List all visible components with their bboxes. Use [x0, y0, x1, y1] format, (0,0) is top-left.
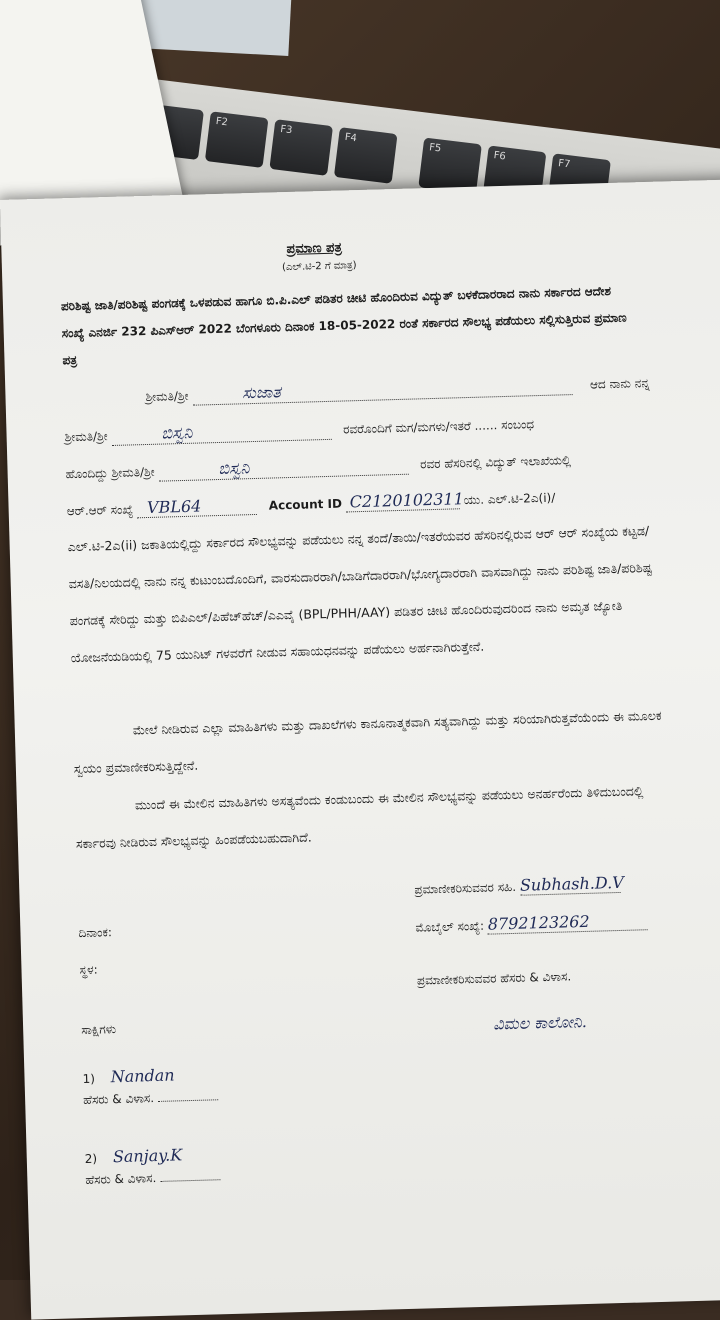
line3-value: ಬಿಸ್ವನಿ [158, 454, 408, 482]
witness-2-dots [160, 1179, 220, 1182]
key-f6: F6 [483, 145, 547, 202]
body-paragraph: ಎಲ್.ಟಿ-2ಎ(ii) ಜಕಾತಿಯಲ್ಲಿದ್ದು ಸರ್ಕಾರದ ಸೌಲಭ್ಯವನ್ನು ಪಡೆಯಲು ನನ್ನ ತಂದೆ/ತಾಯಿ/ಇತರೆಯವರ ಹೆಸರಿನಲ್ಲಿರುವ ಆರ್ ಆರ್ ಸಂಖ್ಯೆಯ ಕಟ್ಟಡ/ವಸತಿ/ನಿಲಯದಲ್ಲಿ ನಾನು ನನ್ನ ಕುಟುಂಬದೊಂದಿಗೆ, ವಾರಸುದಾರರಾಗಿ/ಬಾಡಿಗೆದಾರರಾಗಿ/ಭೋಗ್ಯದಾರರಾಗಿ ವಾಸವಾಗಿದ್ದು ನಾನು ಪರಿಶಿಷ್ಟ ಜಾತಿ/ಪರಿಶಿಷ್ಟ ಪಂಗಡಕ್ಕೆ ಸೇರಿದ್ದು ಮತ್ತು ಬಿಪಿಎಲ್/ಪಿಹೆಚ್‌ಹೆಚ್/ಎಎವೈ (BPL/PHH/AAY) ಪಡಿತರ ಚೀಟಿ ಹೊಂದಿರುವುದರಿಂದ ನಾನು ಅಮೃತ ಜ್ಯೋತಿ ಯೋಜನೆಯಡಿಯಲ್ಲಿ 75 ಯುನಿಟ್ ಗಳವರೆಗೆ ನೀಡುವ ಸಹಾಯಧನವನ್ನು ಪಡೆಯಲು ಅರ್ಹನಾಗಿರುತ್ತೇನೆ. [67, 523, 653, 666]
line2-label: ಶ್ರೀಮತಿ/ಶ್ರೀ [64, 429, 108, 445]
line1-value: ಸುಜಾತ [192, 374, 572, 406]
line4-tail: ಯು. ಎಲ್.ಟಿ-2ಎ(i)/ [463, 490, 556, 508]
declaration-paragraph: ಮೇಲೆ ನೀಡಿರುವ ಎಲ್ಲಾ ಮಾಹಿತಿಗಳು ಮತ್ತು ದಾಖಲೆಗಳು ಕಾನೂನಾತ್ಮಕವಾಗಿ ಸತ್ಯವಾಗಿದ್ದು ಮತ್ತು ಸರಿಯಾಗಿರುತ್ತವೆಯೆಂದು ಈ ಮೂಲಕ ಸ್ವಯಂ ಪ್ರಮಾಣೀಕರಿಸುತ್ತಿದ್ದೇನೆ. [73, 707, 662, 777]
account-value: C2120102311 [345, 489, 460, 512]
signature-label: ಪ್ರಮಾಣೀಕರಿಸುವವರ ಸಹಿ. [414, 879, 517, 897]
witness-1 [82, 1065, 175, 1087]
doc-title: ಪ್ರಮಾಣ ಪತ್ರ [286, 240, 343, 258]
line3-tail: ರವರ ಹೆಸರಿನಲ್ಲಿ ವಿದ್ಯುತ್ ಇಲಾಖೆಯಲ್ಲಿ [419, 453, 572, 472]
key-f2: F2 [205, 111, 269, 168]
witness-1-label: ಹೆಸರು & ವಿಳಾಸ. [82, 1091, 155, 1108]
witnesses-label: ಸಾಕ್ಷಿಗಳು [81, 1022, 117, 1038]
witness-1-signature: Nandan [110, 1065, 175, 1087]
signature-value: Subhash.D.V [519, 872, 624, 895]
rr-value: VBL64 [137, 495, 258, 518]
witness-1-detail [83, 1089, 218, 1108]
doc-subtitle: (ಎಲ್.ಟಿ-2 ಗೆ ಮಾತ್ರ) [281, 260, 357, 274]
key-f3: F3 [269, 119, 333, 176]
revocation-paragraph: ಮುಂದೆ ಈ ಮೇಲಿನ ಮಾಹಿತಿಗಳು ಅಸತ್ಯವೆಂದು ಕಂಡುಬಂದು ಈ ಮೇಲಿನ ಸೌಲಭ್ಯವನ್ನು ಪಡೆಯಲು ಅನರ್ಹರೆಂದು ತಿಳಿದುಬಂದಲ್ಲಿ ಸರ್ಕಾರವು ನೀಡಿರುವ ಸೌಲಭ್ಯವನ್ನು ಹಿಂಪಡೆಯಬಹುದಾಗಿದೆ. [75, 783, 644, 852]
line2-tail: ರವರೊಂದಿಗೆ ಮಗ/ಮಗಳು/ಇತರೆ ...... ಸಂಬಂಧ [342, 417, 535, 437]
intro-paragraph: ಪರಿಶಿಷ್ಟ ಜಾತಿ/ಪರಿಶಿಷ್ಟ ಪಂಗಡಕ್ಕೆ ಒಳಪಡುವ ಹಾಗೂ ಬಿ.ಪಿ.ಎಲ್ ಪಡಿತರ ಚೀಟಿ ಹೊಂದಿರುವ ವಿದ್ಯುತ್ ಬಳಕೆದಾರರಾದ ನಾನು ಸರ್ಕಾರದ ಆದೇಶ ಸಂಖ್ಯೆ ಎನರ್ಜಿ 232 ಪಿಎಸ್ಆರ್ 2022 ಬೆಂಗಳೂರು ದಿನಾಂಕ 18-05-2022 ರಂತೆ ಸರ್ಕಾರದ ಸೌಲಭ್ಯ ಪಡೆಯಲು ಸಲ್ಲಿಸುತ್ತಿರುವ ಪ್ರಮಾಣ ಪತ್ರ [60, 283, 627, 368]
form-line-1 [145, 372, 650, 407]
place-label: ಸ್ಥಳ: [79, 962, 98, 978]
form-line-2 [64, 413, 534, 447]
rr-label: ಆರ್.ಆರ್ ಸಂಖ್ಯೆ [66, 502, 134, 519]
key-f4: F4 [334, 127, 398, 184]
certificate-sheet [0, 179, 720, 1320]
mobile-line [415, 910, 648, 936]
date-label: ದಿನಾಂಕ: [78, 925, 113, 941]
witness-2-number: 2) [84, 1151, 98, 1167]
mobile-value: 8792123262 [488, 910, 648, 934]
line1-label: ಶ್ರೀಮತಿ/ಶ್ರೀ [145, 388, 189, 405]
witness-2-signature: Sanjay.K [112, 1145, 183, 1167]
name-address-label: ಪ್ರಮಾಣೀಕರಿಸುವವರ ಹೆಸರು & ವಿಳಾಸ. [416, 969, 572, 988]
key-f5: F5 [418, 137, 482, 194]
form-line-4 [66, 487, 555, 521]
line2-value: ಬಿಸ್ವನಿ [111, 419, 332, 446]
account-label: Account ID [268, 496, 343, 513]
key-f7: F7 [547, 153, 611, 210]
signature-line [414, 872, 624, 899]
form-line-3 [65, 449, 571, 484]
name-address-value: ವಿಮಲ ಕಾಲೋನಿ. [492, 1011, 588, 1034]
witness-1-number: 1) [82, 1071, 96, 1087]
line3-label: ಹೊಂದಿದ್ದು ಶ್ರೀಮತಿ/ಶ್ರೀ [65, 464, 155, 482]
line1-tail: ಆದ ನಾನು ನನ್ನ [589, 375, 650, 392]
witness-2-detail [85, 1169, 220, 1188]
witness-2-label: ಹೆಸರು & ವಿಳಾಸ. [85, 1171, 157, 1187]
mobile-label: ಮೊಬೈಲ್ ಸಂಖ್ಯೆ: [415, 918, 485, 935]
witness-2 [85, 1145, 183, 1167]
witness-1-dots [158, 1099, 218, 1102]
